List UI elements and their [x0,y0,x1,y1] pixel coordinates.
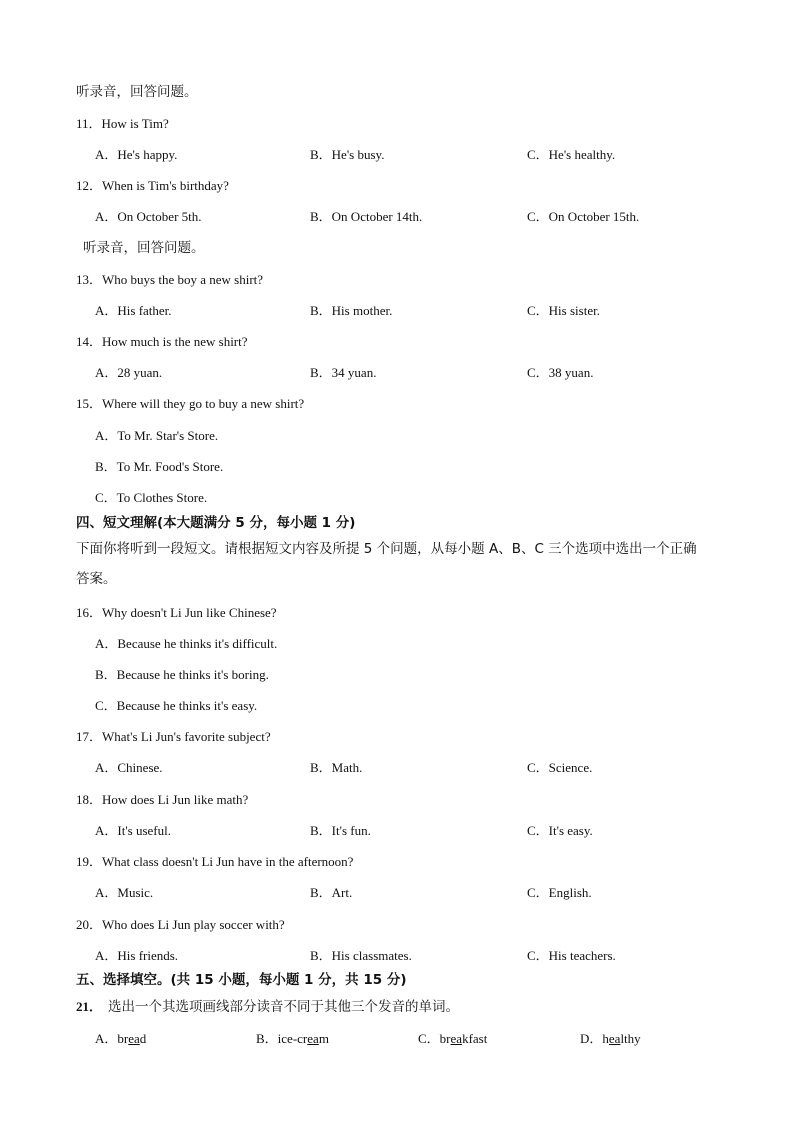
option-label: A． [95,1031,118,1046]
question-number: 19． [76,854,103,869]
option-a[interactable] [95,1030,146,1048]
option-b[interactable] [256,1030,329,1048]
underlined-part: ea [608,1031,621,1046]
section-instruction: 听录音，回答问题。 [83,240,205,256]
part-4-heading: 四、短文理解(本大题满分 5 分，每小题 1 分) [76,515,356,531]
part-4-instruction: 下面你将听到一段短文。请根据短文内容及所提 5 个问题，从每小题 A、B、C 三个选项中选出一个正确 [76,541,697,557]
question-number: 15． [76,396,103,411]
option-c[interactable]: C．38 yuan. [527,365,594,380]
question-number: 16． [76,605,103,620]
option-c[interactable]: C．On October 15th. [527,209,640,224]
word-part: br [439,1031,451,1046]
option-a[interactable]: A．Music. [95,885,154,900]
word-part: kfast [462,1031,488,1046]
part-5-heading: 五、选择填空。(共 15 小题，每小题 1 分，共 15 分) [76,972,407,988]
question-number: 13． [76,272,103,287]
underlined-part: ea [450,1031,463,1046]
question-16 [76,604,277,622]
option-b[interactable]: B．His classmates. [310,948,412,963]
question-text: Who buys the boy a new shirt? [102,272,264,287]
option-label: D． [580,1031,603,1046]
question-13 [76,271,263,289]
word-part: br [117,1031,129,1046]
option-c[interactable]: C．It's easy. [527,823,593,838]
question-18 [76,791,248,809]
question-text: What's Li Jun's favorite subject? [102,729,271,744]
option-d[interactable] [580,1030,641,1048]
question-17 [76,728,271,746]
question-text: Why doesn't Li Jun like Chinese? [102,605,277,620]
question-number: 21． [76,999,103,1014]
underlined-part: ea [307,1031,319,1046]
option-b[interactable]: B．On October 14th. [310,209,423,224]
question-number: 17． [76,729,103,744]
option-c[interactable]: C．English. [527,885,592,900]
question-15 [76,395,304,413]
option-label: C． [418,1031,440,1046]
question-text: What class doesn't Li Jun have in the afternoon? [102,854,354,869]
option-c[interactable]: C．To Clothes Store. [95,490,208,505]
section-instruction: 听录音，回答问题。 [76,84,198,100]
option-a[interactable]: A．On October 5th. [95,209,202,224]
option-c[interactable]: C．Because he thinks it's easy. [95,698,258,713]
word-part: ice-cr [277,1031,308,1046]
option-a[interactable]: A．To Mr. Star's Store. [95,428,219,443]
option-b[interactable]: B．He's busy. [310,147,385,162]
option-a[interactable]: A．He's happy. [95,147,178,162]
question-21 [76,998,459,1016]
word-part: d [139,1031,147,1046]
option-b[interactable]: B．Because he thinks it's boring. [95,667,269,682]
question-number: 20． [76,917,103,932]
option-c[interactable]: C．His teachers. [527,948,616,963]
question-20 [76,916,285,934]
option-c[interactable] [418,1030,487,1048]
question-text: How does Li Jun like math? [102,792,249,807]
option-c[interactable]: C．He's healthy. [527,147,616,162]
part-4-instruction-cont: 答案。 [76,571,117,587]
option-a[interactable]: A．Because he thinks it's difficult. [95,636,278,651]
question-text: How is Tim? [101,116,169,131]
question-14 [76,333,248,351]
option-a[interactable]: A．His friends. [95,948,179,963]
option-a[interactable]: A．It's useful. [95,823,172,838]
question-number: 12． [76,178,103,193]
underlined-part: ea [128,1031,140,1046]
option-b[interactable]: B．It's fun. [310,823,371,838]
option-a[interactable]: A．28 yuan. [95,365,163,380]
option-b[interactable]: B．To Mr. Food's Store. [95,459,224,474]
option-c[interactable]: C．His sister. [527,303,600,318]
question-text: How much is the new shirt? [102,334,248,349]
question-text: When is Tim's birthday? [102,178,229,193]
option-b[interactable]: B．Art. [310,885,353,900]
question-19 [76,853,353,871]
word-part: m [318,1031,329,1046]
option-a[interactable]: A．His father. [95,303,172,318]
word-part: h [602,1031,609,1046]
option-b[interactable]: B．Math. [310,760,363,775]
question-text: Where will they go to buy a new shirt? [102,396,305,411]
option-a[interactable]: A．Chinese. [95,760,163,775]
option-label: B． [256,1031,278,1046]
question-12 [76,177,229,195]
option-b[interactable]: B．His mother. [310,303,393,318]
option-b[interactable]: B．34 yuan. [310,365,377,380]
question-11 [76,115,169,133]
question-text: Who does Li Jun play soccer with? [102,917,285,932]
option-c[interactable]: C．Science. [527,760,593,775]
word-part: lthy [620,1031,641,1046]
question-number: 14． [76,334,103,349]
question-number: 11． [76,116,102,131]
question-text: 选出一个其选项画线部分读音不同于其他三个发音的单词。 [108,999,460,1015]
question-number: 18． [76,792,103,807]
